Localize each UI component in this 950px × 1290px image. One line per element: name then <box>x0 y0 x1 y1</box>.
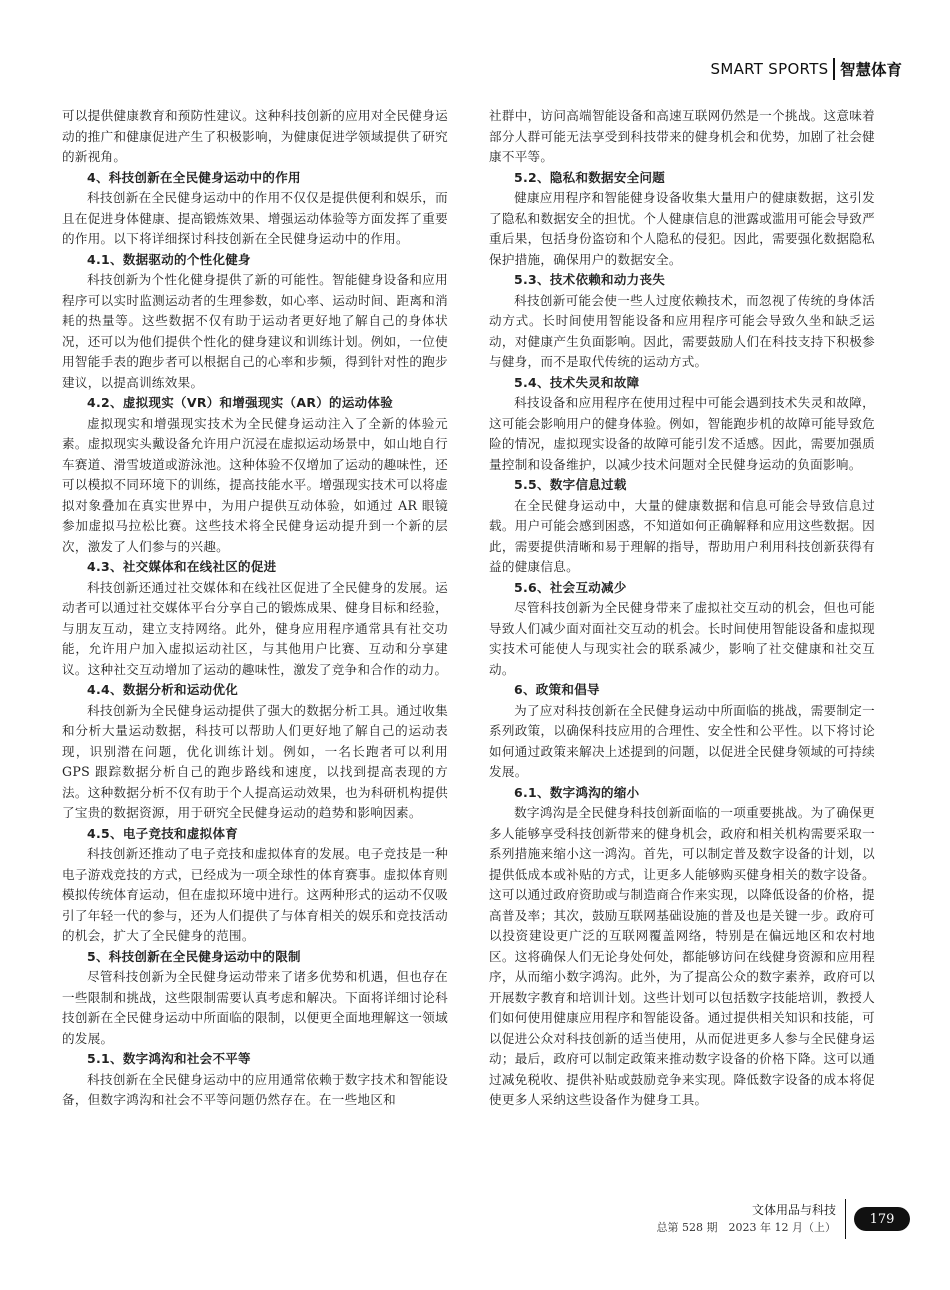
left-column <box>62 106 448 1111</box>
body-paragraph: 科技创新在全民健身运动中的应用通常依赖于数字技术和智能设备，但数字鸿沟和社会不平等问题仍然存在。在一些地区和 <box>62 1071 448 1107</box>
body-paragraph: 数字鸿沟是全民健身科技创新面临的一项重要挑战。为了确保更多人能够享受科技创新带来的健身机会，政府和相关机构需要采取一系列措施来缩小这一鸿沟。首先，可以制定普及数字设备的计划，以提供低成本或补贴的方式，让更多人能够购买健身相关的数字设备。这可以通过政府资助或与制造商合作来实现，以降低设备的价格，提高普及率；其次，鼓励互联网基础设施的普及也是关键一步。政府可以投资建设更广泛的互联网覆盖网络，特别是在偏远地区和农村地区。这将确保人们无论身处何处，都能够访问在线健身资源和应用程序，从而缩小数字鸿沟。此外，为了提高公众的数字素养，政府可以开展数字教育和培训计划。这些计划可以包括数字技能培训，教授人们如何使用健康应用程序和智能设备。通过提供相关知识和技能，可以促进公众对科技创新的适当使用，从而促进更多人参与全民健身运动；最后，政府可以制定政策来推动数字设备的价格下降。这可以通过减免税收、提供补贴或鼓励竞争来实现。降低数字设备的成本将促使更多人采纳这些设备作为健身工具。 <box>489 805 875 1107</box>
header-english-title: SMART SPORTS <box>710 60 829 78</box>
body-paragraph: 为了应对科技创新在全民健身运动中所面临的挑战，需要制定一系列政策，以确保科技应用的合理性、安全性和公平性。以下将讨论如何通过政策来解决上述提到的问题，以促进全民健身领域的可持续发展。 <box>489 702 875 779</box>
body-paragraph: 科技设备和应用程序在使用过程中可能会遇到技术失灵和故障，这可能会影响用户的健身体验。例如，智能跑步机的故障可能导致危险的情况，虚拟现实设备的故障可能引发不适感。因此，需要加强质量控制和设备维护，以减少技术问题对全民健身运动的负面影响。 <box>489 395 875 472</box>
issue-info: 总第 528 期 2023 年 12 月（上） <box>656 1221 836 1234</box>
body-paragraph: 科技创新为全民健身运动提供了强大的数据分析工具。通过收集和分析大量运动数据，科技可以帮助人们更好地了解自己的运动表现，识别潜在问题，优化训练计划。例如，一名长跑者可以利用 GPS 跟踪数据分析自己的跑步路线和速度，以找到提高表现的方法。这种数据分析不仅有助于个人提高运动效果，也为科研机构提供了宝贵的数据资源，用于研究全民健身运动的趋势和影响因素。 <box>62 702 448 820</box>
body-paragraph: 在全民健身运动中，大量的健康数据和信息可能会导致信息过载。用户可能会感到困惑，不知道如何正确解释和应用这些数据。因此，需要提供清晰和易于理解的指导，帮助用户利用科技创新获得有益的健康信息。 <box>489 497 875 574</box>
running-header <box>711 56 903 82</box>
section-heading: 4.4、数据分析和运动优化 <box>87 682 239 697</box>
journal-name: 文体用品与科技 <box>751 1203 836 1217</box>
page-number: 179 <box>854 1207 910 1231</box>
section-heading: 6、政策和倡导 <box>514 682 600 697</box>
section-heading: 4、科技创新在全民健身运动中的作用 <box>87 169 301 185</box>
body-paragraph: 虚拟现实和增强现实技术为全民健身运动注入了全新的体验元素。虚拟现实头戴设备允许用户沉浸在虚拟运动场景中，如山地自行车赛道、滑雪坡道或游泳池。这种体验不仅增加了运动的趣味性，还可以模拟不同环境下的训练，提高技能水平。增强现实技术可以将虚拟对象叠加在真实世界中，为用户提供互动体验，如通过 AR 眼镜参加虚拟马拉松比赛。这些技术将全民健身运动提升到一个新的层次，激发了人们参与的兴趣。 <box>62 415 448 554</box>
body-paragraph: 科技创新为个性化健身提供了新的可能性。智能健身设备和应用程序可以实时监测运动者的生理参数，如心率、运动时间、距离和消耗的热量等。这些数据不仅有助于运动者更好地了解自己的身体状况，还可以为他们提供个性化的健身建议和训练计划。例如，一位使用智能手表的跑步者可以根据自己的心率和步频，得到针对性的跑步建议，以提高训练效果。 <box>62 272 448 390</box>
body-paragraph: 科技创新还通过社交媒体和在线社区促进了全民健身的发展。运动者可以通过社交媒体平台分享自己的锻炼成果、健身目标和经验，与朋友互动，建立支持网络。此外，健身应用程序通常具有社交功能，允许用户加入虚拟运动社区，与其他用户比赛、互动和分享建议。这种社交互动增加了运动的趣味性，激发了竞争和合作的动力。 <box>62 579 448 677</box>
header-chinese-title: 智慧体育 <box>839 61 902 79</box>
section-heading: 4.1、数据驱动的个性化健身 <box>87 251 251 267</box>
section-heading: 4.5、电子竞技和虚拟体育 <box>87 825 239 841</box>
section-heading: 5.4、技术失灵和故障 <box>514 374 640 390</box>
section-heading: 5、科技创新在全民健身运动中的限制 <box>87 948 301 964</box>
footer-text <box>657 1201 836 1237</box>
section-heading: 6.1、数字鸿沟的缩小 <box>514 784 640 800</box>
body-paragraph: 科技创新还推动了电子竞技和虚拟体育的发展。电子竞技是一种电子游戏竞技的方式，已经成为一项全球性的体育赛事。虚拟体育则模拟传统体育运动，但在虚拟环境中进行。这两种形式的运动不仅吸引了年轻一代的参与，还为人们提供了与体育相关的娱乐和竞技活动的机会，扩大了全民健身的范围。 <box>62 846 448 943</box>
section-heading: 4.2、虚拟现实（VR）和增强现实（AR）的运动体验 <box>87 395 394 410</box>
footer-divider <box>845 1199 846 1239</box>
body-paragraph: 社群中，访问高端智能设备和高速互联网仍然是一个挑战。这意味着部分人群可能无法享受到科技带来的健身机会和优势，加剧了社会健康不平等。 <box>489 108 875 164</box>
section-heading: 4.3、社交媒体和在线社区的促进 <box>87 559 277 574</box>
body-paragraph: 可以提供健康教育和预防性建议。这种科技创新的应用对全民健身运动的推广和健康促进产生了积极影响，为健康促进学领域提供了研究的新视角。 <box>62 108 448 164</box>
section-heading: 5.3、技术依赖和动力丧失 <box>514 272 666 287</box>
section-heading: 5.2、隐私和数据安全问题 <box>514 169 666 185</box>
body-paragraph: 健康应用程序和智能健身设备收集大量用户的健康数据，这引发了隐私和数据安全的担忧。个人健康信息的泄露或滥用可能会导致严重后果，包括身份盗窃和个人隐私的侵犯。因此，需要强化数据隐私保护措施，确保用户的数据安全。 <box>489 190 875 267</box>
section-heading: 5.1、数字鸿沟和社会不平等 <box>87 1051 251 1066</box>
header-divider <box>833 58 835 80</box>
page-footer <box>657 1197 910 1241</box>
body-paragraph: 科技创新可能会使一些人过度依赖技术，而忽视了传统的身体活动方式。长时间使用智能设备和应用程序可能会导致久坐和缺乏运动，对健康产生负面影响。因此，需要鼓励人们在科技支持下积极参与健身，而不是取代传统的运动方式。 <box>489 292 875 369</box>
section-heading: 5.5、数字信息过载 <box>514 477 627 492</box>
body-paragraph: 尽管科技创新为全民健身运动带来了诸多优势和机遇，但也存在一些限制和挑战，这些限制需要认真考虑和解决。下面将详细讨论科技创新在全民健身运动中所面临的限制，以便更全面地理解这一领域的发展。 <box>62 969 448 1046</box>
right-column <box>489 106 875 1111</box>
body-paragraph: 科技创新在全民健身运动中的作用不仅仅是提供便利和娱乐，而且在促进身体健康、提高锻炼效果、增强运动体验等方面发挥了重要的作用。以下将详细探讨科技创新在全民健身运动中的作用。 <box>62 190 448 246</box>
section-heading: 5.6、社会互动减少 <box>514 579 627 595</box>
body-paragraph: 尽管科技创新为全民健身带来了虚拟社交互动的机会，但也可能导致人们减少面对面社交互动的机会。长时间使用智能设备和虚拟现实技术可能使人与现实社会的联系减少，影响了社交健康和社交互动。 <box>489 600 875 677</box>
